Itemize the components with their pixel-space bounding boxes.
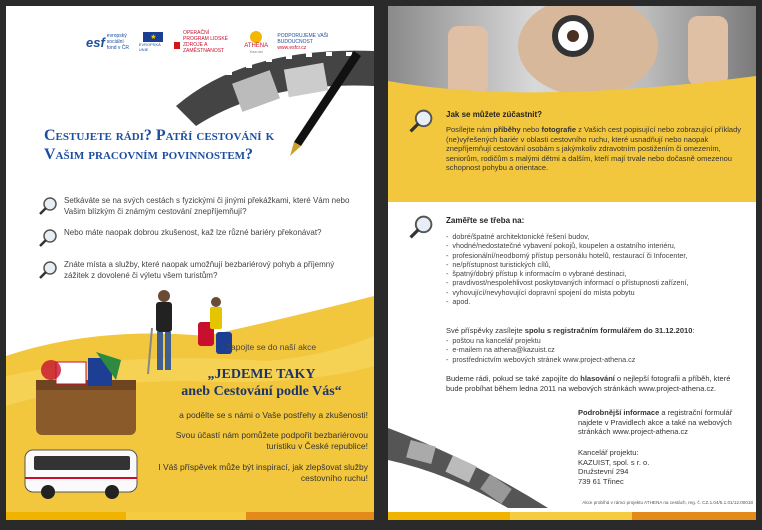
magnifier-icon: [38, 228, 58, 248]
bus-illustration: [20, 442, 140, 504]
inspire-text: I Váš příspěvek může být inspirací, jak zlepšovat služby cestovního ruchu!: [158, 462, 368, 483]
join-text: Zapojte se do naší akce: [225, 342, 317, 352]
footer-note: Akce probíhá v rámci projektu ATHENA na cestách, reg. č. CZ.1.04/5.1.01/12.00018: [582, 500, 753, 505]
podporujeme-logo: PODPORUJEME VAŠI BUDOUCNOST www.esfcr.cz: [277, 33, 329, 51]
film-illustration: [388, 398, 588, 508]
list-item: - dobré/špatné architektonické řešení budov,: [446, 232, 590, 241]
action-title: „JEDEME TAKY aneb Cestování podle Vás“: [181, 367, 342, 399]
list-item: - e-mailem na athena@kazuist.cz: [446, 345, 555, 355]
magnifier-icon: [38, 260, 58, 280]
list-item: - vhodné/nedostatečné vybavení pokojů, koupelen a ostatního interiéru,: [446, 241, 676, 251]
question-2: Nebo máte naopak dobrou zkušenost, kaž lze různé bariéry překonávat?: [64, 228, 322, 237]
question-3: Znáte místa a služby, které naopak umožňují bezbariérový pohyb a příjemný zážitek z dovolené či výletu všem turistům?: [64, 260, 335, 280]
suitcase-illustration: [26, 350, 146, 440]
office-address: Kancelář projektu: KAZUIST, spol. s r. o. Družstevní 294 739 61 Třinec: [578, 448, 650, 486]
right-page: [388, 6, 756, 520]
support-text: Svou účastí nám pomůžete podpořit bezbariérovou turistiku v České republice!: [175, 430, 368, 451]
vote-text: Budeme rádi, pokud se také zapojíte do hlasování o nejlepší fotografii a příběh, které bude probíhat během ledna 2011 na webových stránkách www.project-athena.cz.: [446, 374, 731, 393]
bottom-stripe: [246, 512, 374, 520]
question-1: Setkáváte se na svých cestách s fyzickými či jinými překážkami, které Vám nebo Vašim blízkým či známým cestování znepříjemňují?: [64, 196, 350, 216]
magnifier-icon: [408, 108, 434, 134]
list-item: - pravdivost/nespolehlivost poskytovaných informací o přístupnosti zařízení,: [446, 278, 689, 288]
athena-logo: ATHENA Kazuist: [241, 31, 271, 54]
bottom-stripe: [388, 512, 510, 520]
eu-flag-icon: ★: [143, 32, 163, 42]
magnifier-icon: [408, 214, 434, 240]
participate-text: Posílejte nám příběhy nebo fotografie z Vašich cest popisující nebo zobrazující příklady (ne)vyřešených bariér v oblasti cestovního ruchu, které usnadňují nebo naopak znepříjemňují cestování osobám s jakýmkoliv zdravotním postižením či omezením, seniorům, rodičům s malými dětmi a dalším, kteří mají trvale nebo dočasně omezenou schopnost pohybu a orientace.: [446, 125, 742, 172]
focus-list: [446, 232, 751, 306]
send-text: Své příspěvky zasílejte spolu s registračním formulářem do 31.12.2010:: [446, 326, 695, 335]
bottom-stripe: [6, 512, 126, 520]
participate-title: Jak se můžete zúčastnit?: [446, 110, 543, 119]
sun-icon: [250, 31, 262, 43]
bottom-stripe: [510, 512, 632, 520]
bottom-stripe: [632, 512, 756, 520]
left-page: [6, 6, 374, 520]
list-item: - prostřednictvím webových stránek www.project-athena.cz: [446, 354, 636, 364]
magnifier-icon: [38, 196, 58, 216]
eu-logo: ★ EVROPSKÁ UNIE: [139, 32, 168, 52]
list-item: - poštou na kancelář projektu: [446, 336, 541, 345]
focus-title: Zaměřte se třeba na:: [446, 216, 525, 225]
op-logo: OPERAČNÍ PROGRAM LIDSKÉ ZDROJE A ZAMĚSTNANOST: [174, 32, 235, 52]
header-photo: [388, 6, 756, 118]
info-text: Podrobnější informace a registrační formulář najdete v Pravidlech akce a také na webových stránkách www.project-athena.cz: [578, 408, 733, 436]
list-item: - profesionální/neodborný přístup personálu hotelů, restaurací či Infocenter,: [446, 250, 688, 260]
send-list: [446, 336, 751, 364]
list-item: - špatný/dobrý přístup k informacím o vybrané destinaci,: [446, 269, 627, 279]
list-item: - vyhovující/nevyhovující dopravní spojení do místa pobytu: [446, 287, 635, 297]
page-title: Cestujete rádi? Patří cestování k Vašim pracovním povinnostem?: [44, 127, 275, 163]
list-item: - apod.: [446, 297, 471, 307]
esf-logo: esf evropský sociální fond v ČR: [86, 33, 130, 51]
list-item: - ne/přístupnost turistických cílů,: [446, 259, 551, 269]
bottom-stripe: [126, 512, 246, 520]
share-text: a podělte se s námi o Vaše postřehy a zkušenosti!: [179, 410, 368, 420]
